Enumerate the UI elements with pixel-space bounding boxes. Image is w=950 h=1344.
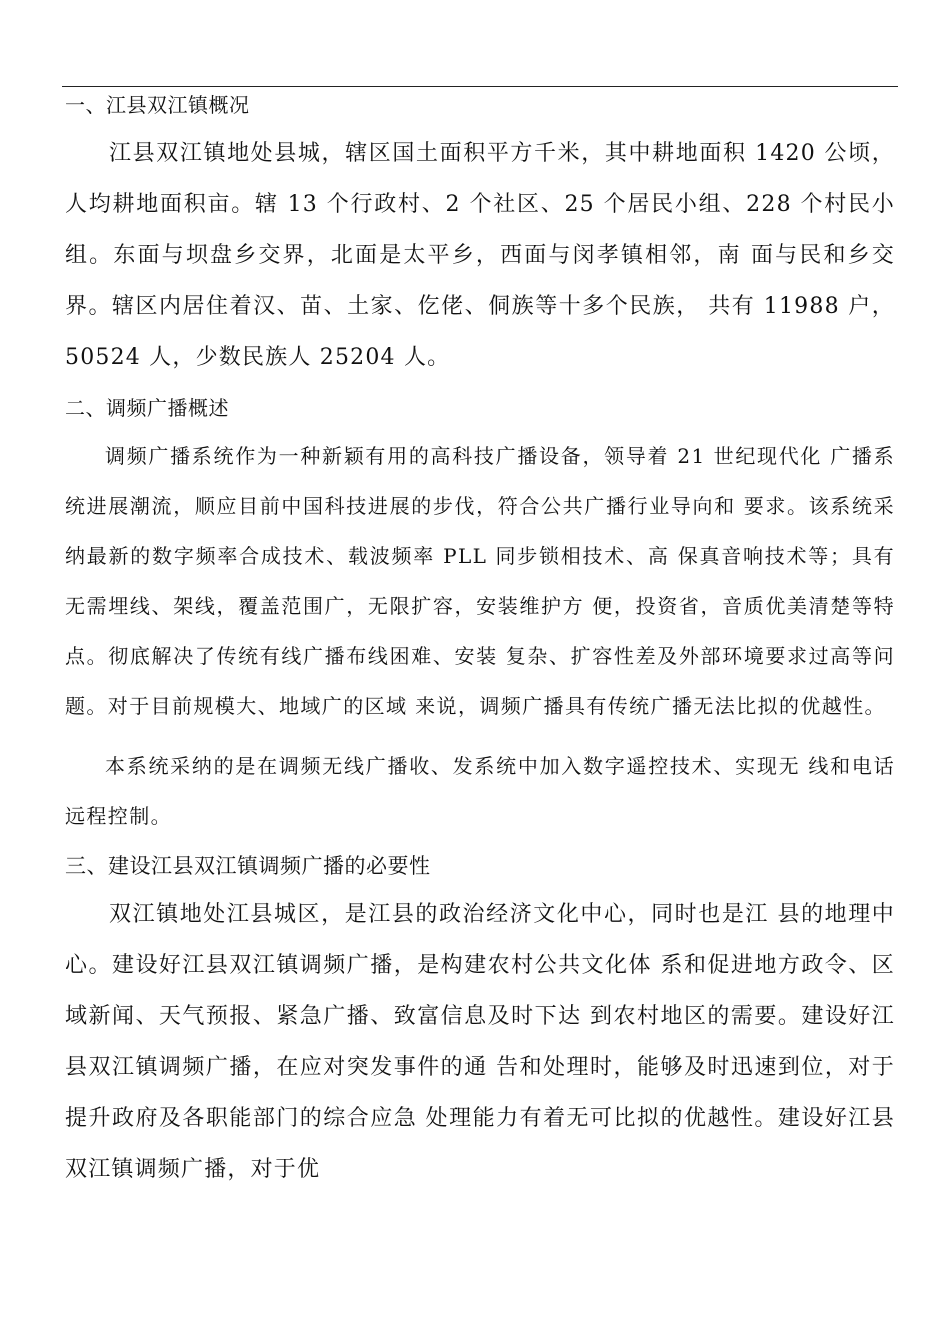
section-heading-3: 三、建设江县双江镇调频广播的必要性 (65, 854, 431, 878)
paragraph-2-1: 调频广播系统作为一种新颖有用的高科技广播设备，领导着 21 世纪现代化 广播系统进展潮流，顺应目前中国科技进展的步伐，符合公共广播行业导向和 要求。该系统采纳最新的数字频率合成技术、载波频率 PLL 同步锁相技术、高 保真音响技术等；具有无需埋线、架线，覆盖范围广，无限扩容，安装维护方 便，投资省，音质优美清楚等特点。彻底解决了传统有线广播布线困难、安装 复杂、扩容性差及外部环境要求过高等问题。对于目前规模大、地域广的区域 来说，调频广播具有传统广播无法比拟的优越性。 (65, 444, 895, 718)
section-heading-2: 二、调频广播概述 (65, 396, 229, 420)
paragraph-2-2: 本系统采纳的是在调频无线广播收、发系统中加入数字遥控技术、实现无 线和电话远程控制。 (65, 754, 895, 828)
document-body (65, 90, 895, 1205)
section-heading-1: 一、江县双江镇概况 (65, 93, 250, 117)
header-rule (62, 86, 898, 87)
paragraph-1-1: 江县双江镇地处县城，辖区国土面积平方千米，其中耕地面积 1420 公顷，人均耕地面积亩。辖 13 个行政村、2 个社区、25 个居民小组、228 个村民小组。东面与坝盘乡交界，北面是太平乡，西面与闵孝镇相邻，南 面与民和乡交界。辖区内居住着汉、苗、土家、仡佬、侗族等十多个民族， 共有 11988 户，50524 人，少数民族人 25204 人。 (65, 141, 895, 370)
paragraph-3-1: 双江镇地处江县城区，是江县的政治经济文化中心，同时也是江 县的地理中心。建设好江县双江镇调频广播，是构建农村公共文化体 系和促进地方政令、区域新闻、天气预报、紧急广播、致富信息及时下达 到农村地区的需要。建设好江县双江镇调频广播，在应对突发事件的通 告和处理时，能够及时迅速到位，对于提升政府及各职能部门的综合应急 处理能力有着无可比拟的优越性。建设好江县双江镇调频广播，对于优 (65, 902, 895, 1182)
